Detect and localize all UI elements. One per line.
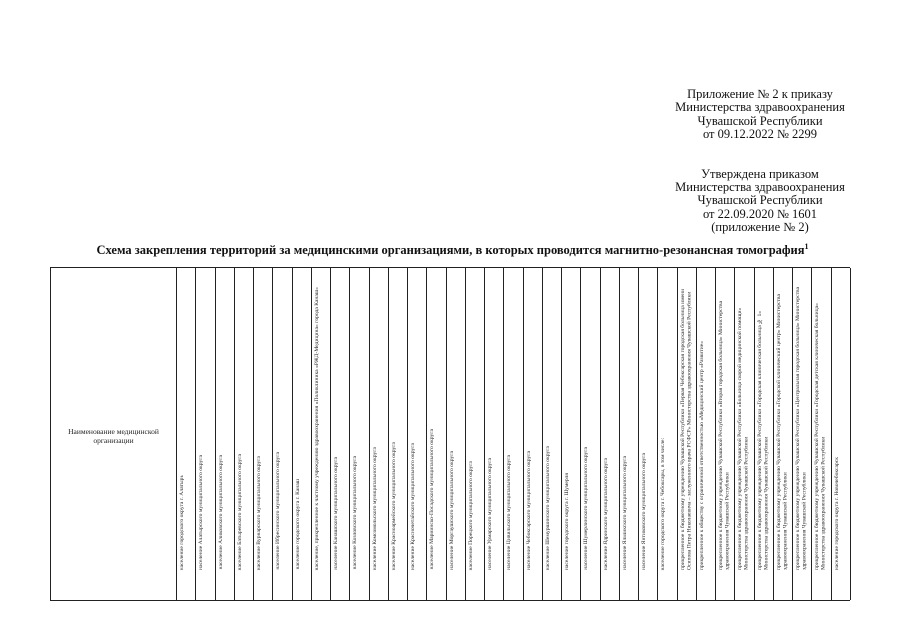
table-column	[427, 268, 446, 600]
title-text: Схема закрепления территорий за медицинскими организациями, в которых проводится магнитно-резонансная томография	[96, 243, 805, 258]
first-column	[51, 268, 177, 600]
column-header-text: прикрепленное к бюджетному учреждению Чувашской Республики «Первая Чебоксарская городская больница имени Осипова Петра Николаевича – заслуженного врача РСФСР» Министерства здравоохранения Чувашской Республики	[679, 288, 693, 570]
table-column	[350, 268, 369, 600]
table-column	[793, 268, 812, 600]
column-header-text: население Алатырского муниципального округа	[198, 454, 205, 570]
spacer	[640, 142, 880, 168]
table-column	[735, 268, 754, 600]
column-header-text: прикрепленное к бюджетному учреждению Чувашской Республики «Центральная городская больница» Министерства здравоохранения Чувашской Республики	[795, 286, 808, 570]
column-header-text: население Красноармейского муниципального округа	[390, 441, 397, 570]
column-header-text: население Чебоксарского муниципального округа	[525, 450, 532, 570]
table-column	[254, 268, 273, 600]
appendix-line: Чувашской Республики	[697, 113, 823, 128]
table-column	[504, 268, 523, 600]
table-column	[658, 268, 677, 600]
column-header-text: население Ядринского муниципального округа	[602, 457, 609, 570]
table-column	[485, 268, 504, 600]
column-header-text: население Вурнарского муниципального округа	[256, 455, 263, 570]
column-header-text: население городского округа г. Канаш	[294, 479, 301, 570]
column-header-text: население Ибресинского муниципального округа	[275, 452, 282, 570]
table-column	[312, 268, 331, 600]
appendix-line: от 09.12.2022 № 2299	[702, 127, 818, 142]
table-column	[755, 268, 774, 600]
column-header-text: население, прикрепленное к частному учреждению здравоохранения «Поликлиника «РЖД-Медицина» города Канаш»	[313, 286, 320, 570]
table-column	[639, 268, 658, 600]
approved-line: Чувашской Республики	[697, 193, 823, 208]
appendix-line: Министерства здравоохранения	[675, 100, 845, 115]
column-header-text: население Урмарского муниципального округа	[487, 458, 494, 570]
table-column	[524, 268, 543, 600]
table-column	[678, 268, 697, 600]
column-header-text: население Комсомольского муниципального округа	[371, 446, 378, 570]
table-column	[177, 268, 196, 600]
column-header-text: население Янтиковского муниципального округа	[641, 453, 648, 570]
table-column	[620, 268, 639, 600]
table-column	[273, 268, 292, 600]
column-header-text: прикрепленное к обществу с ограниченной ответственностью «Медицинский центр «Развитие»	[698, 340, 705, 570]
column-header-text: население Шемуршинского муниципального округа	[544, 445, 551, 570]
column-header-text: население Красночетайского муниципального округа	[410, 442, 417, 570]
column-header-text: прикрепленное к бюджетному учреждению Чувашской Республики «Больница скорой медицинской помощи» Министерства здравоохранения Чувашской Республики	[737, 307, 750, 570]
column-header-text: население Батыревского муниципального округа	[236, 453, 243, 570]
table-column	[543, 268, 562, 600]
column-header-text: население Козловского муниципального округа	[352, 456, 359, 570]
column-header-text: прикрепленное к бюджетному учреждению Чувашской Республики «Городская детская клиническая больница» Министерства здравоохранения Чувашской Республики	[814, 303, 827, 570]
column-header-text: население Моргаушского муниципального округа	[448, 451, 455, 570]
approved-line: Министерства здравоохранения	[675, 180, 845, 195]
territory-table	[50, 267, 850, 601]
column-header-text: население Мариинско-Посадского муниципального округа	[429, 429, 436, 570]
approved-line: от 22.09.2020 № 1601	[702, 206, 818, 221]
table-column	[562, 268, 581, 600]
column-header-text: прикрепленное к бюджетному учреждению Чувашской Республики «Городской клинический центр» Министерства здравоохранения Чувашской Республики	[775, 294, 789, 570]
column-header-text: население городского округа г. Чебоксары, в том числе:	[660, 437, 667, 570]
approved-line: Утверждена приказом	[701, 166, 819, 181]
column-header-text: прикрепленное к бюджетному учреждению Чувашской Республики «Городская клиническая больница № 1» Министерства здравоохранения Чувашской Республики	[756, 310, 770, 570]
document-title	[0, 242, 905, 258]
table-column	[812, 268, 831, 600]
first-column-header: Наименование медицинской организации	[68, 427, 159, 445]
table-column	[716, 268, 735, 600]
column-header-text: население Яльчикского муниципального округа	[621, 456, 628, 570]
column-header-text: население Цивильского муниципального округа	[506, 455, 513, 570]
table-column	[581, 268, 600, 600]
column-header-text: население городского округа г. Алатырь	[179, 474, 185, 570]
column-header-text: население Порецкого муниципального округа	[467, 460, 474, 570]
column-header-text: население Аликовского муниципального округа	[217, 455, 224, 570]
table-column	[697, 268, 716, 600]
table-column	[774, 268, 793, 600]
table-column	[466, 268, 485, 600]
title-footnote: 1	[804, 242, 809, 251]
table-column	[447, 268, 466, 600]
table-column	[832, 268, 851, 600]
table-column	[235, 268, 254, 600]
table-column	[389, 268, 408, 600]
appendix-block	[640, 88, 880, 235]
table-column	[216, 268, 235, 600]
column-header-text: население Канашского муниципального округа	[333, 457, 340, 570]
column-header-text: население городского округа г. Шумерля	[564, 472, 571, 570]
table-column	[293, 268, 312, 600]
table-column	[370, 268, 389, 600]
column-header-text: население Шумерлинского муниципального округа	[583, 447, 590, 570]
table-column	[408, 268, 427, 600]
column-header-text: население городского округа г. Новочебоксарск	[833, 456, 840, 570]
column-header-text: прикрепленное к бюджетному учреждению Чувашской Республики «Вторая городская больница» Министерства здравоохранения Чувашской Республики	[718, 300, 731, 570]
table-column	[331, 268, 350, 600]
approved-line: (приложение № 2)	[711, 220, 809, 235]
table-column	[196, 268, 215, 600]
table-column	[601, 268, 620, 600]
appendix-line: Приложение № 2 к приказу	[687, 87, 833, 101]
